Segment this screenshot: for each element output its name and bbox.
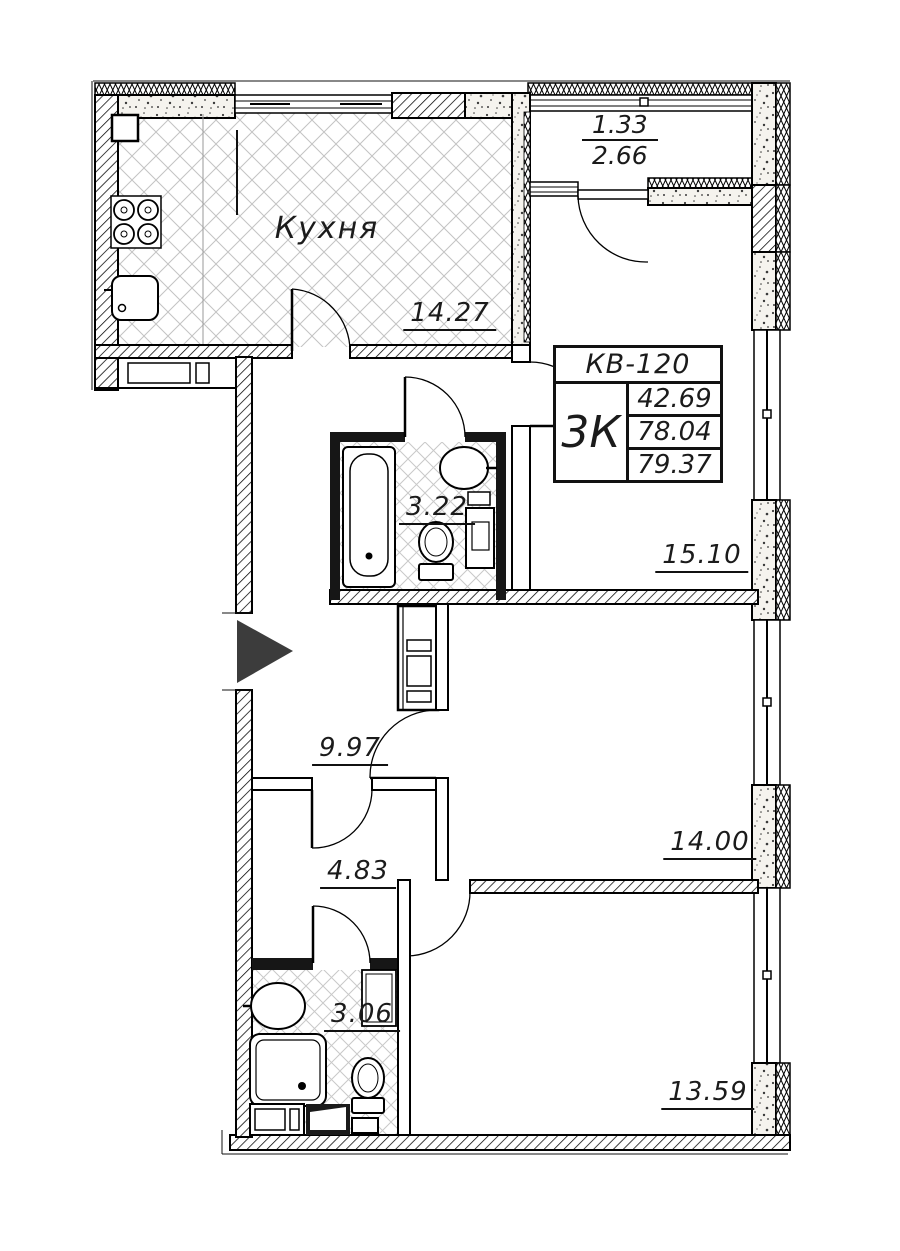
kitchen-label: Кухня bbox=[274, 211, 380, 246]
total-area-value: 79.37 bbox=[637, 450, 712, 480]
bathroom-door bbox=[405, 377, 465, 437]
room-top-area-label: 15.10 bbox=[655, 540, 748, 573]
kitchen-area-label: 14.27 bbox=[403, 298, 496, 331]
balcony-door bbox=[578, 190, 648, 262]
balcony-glazing bbox=[528, 83, 758, 111]
kitchen-window bbox=[235, 95, 392, 113]
balcony-full-area: 2.66 bbox=[582, 139, 658, 170]
kitchen-sink bbox=[104, 276, 158, 320]
room-mid-area-label: 14.00 bbox=[663, 827, 756, 860]
shower-room-area-label: 3.06 bbox=[324, 999, 400, 1032]
corridor-door bbox=[312, 790, 372, 848]
window-room-top bbox=[754, 330, 780, 500]
apartment-info-box bbox=[553, 345, 723, 483]
stove bbox=[111, 196, 161, 248]
rooms-count: 3К bbox=[556, 384, 629, 480]
room-bot-door bbox=[407, 891, 470, 956]
hall-room-partition bbox=[436, 604, 448, 880]
toilet bbox=[419, 522, 453, 580]
right-exterior-wall bbox=[752, 83, 790, 1137]
shower-tray bbox=[250, 1034, 326, 1106]
area-value: 78.04 bbox=[629, 417, 720, 450]
mid-bot-room-wall bbox=[398, 880, 758, 893]
main-cross-wall bbox=[330, 590, 758, 604]
entrance-arrow bbox=[237, 620, 293, 683]
wardrobe bbox=[398, 606, 438, 710]
built-in-oven bbox=[118, 358, 238, 388]
corridor-area-label: 4.83 bbox=[320, 856, 396, 889]
window-room-bot bbox=[754, 888, 780, 1063]
room-bot-area-label: 13.59 bbox=[661, 1077, 754, 1110]
living-area-value: 42.69 bbox=[629, 384, 720, 417]
bathtub bbox=[343, 447, 395, 587]
window-room-mid bbox=[754, 620, 780, 785]
hall-area-label: 9.97 bbox=[312, 733, 388, 766]
apartment-number: КВ-120 bbox=[556, 348, 720, 384]
balcony-area-label bbox=[582, 111, 658, 170]
hall-corridor-partition bbox=[252, 778, 436, 790]
kitchen-vent-box bbox=[112, 115, 138, 141]
kitchen-east-wall bbox=[512, 93, 530, 600]
top-exterior-wall bbox=[93, 81, 790, 118]
left-wall-lower bbox=[222, 357, 252, 1137]
balcony-reduced-area: 1.33 bbox=[592, 110, 648, 139]
shower-room-door bbox=[313, 906, 370, 963]
shower-toilet bbox=[352, 1058, 384, 1113]
bathroom-area-label: 3.22 bbox=[399, 492, 475, 525]
